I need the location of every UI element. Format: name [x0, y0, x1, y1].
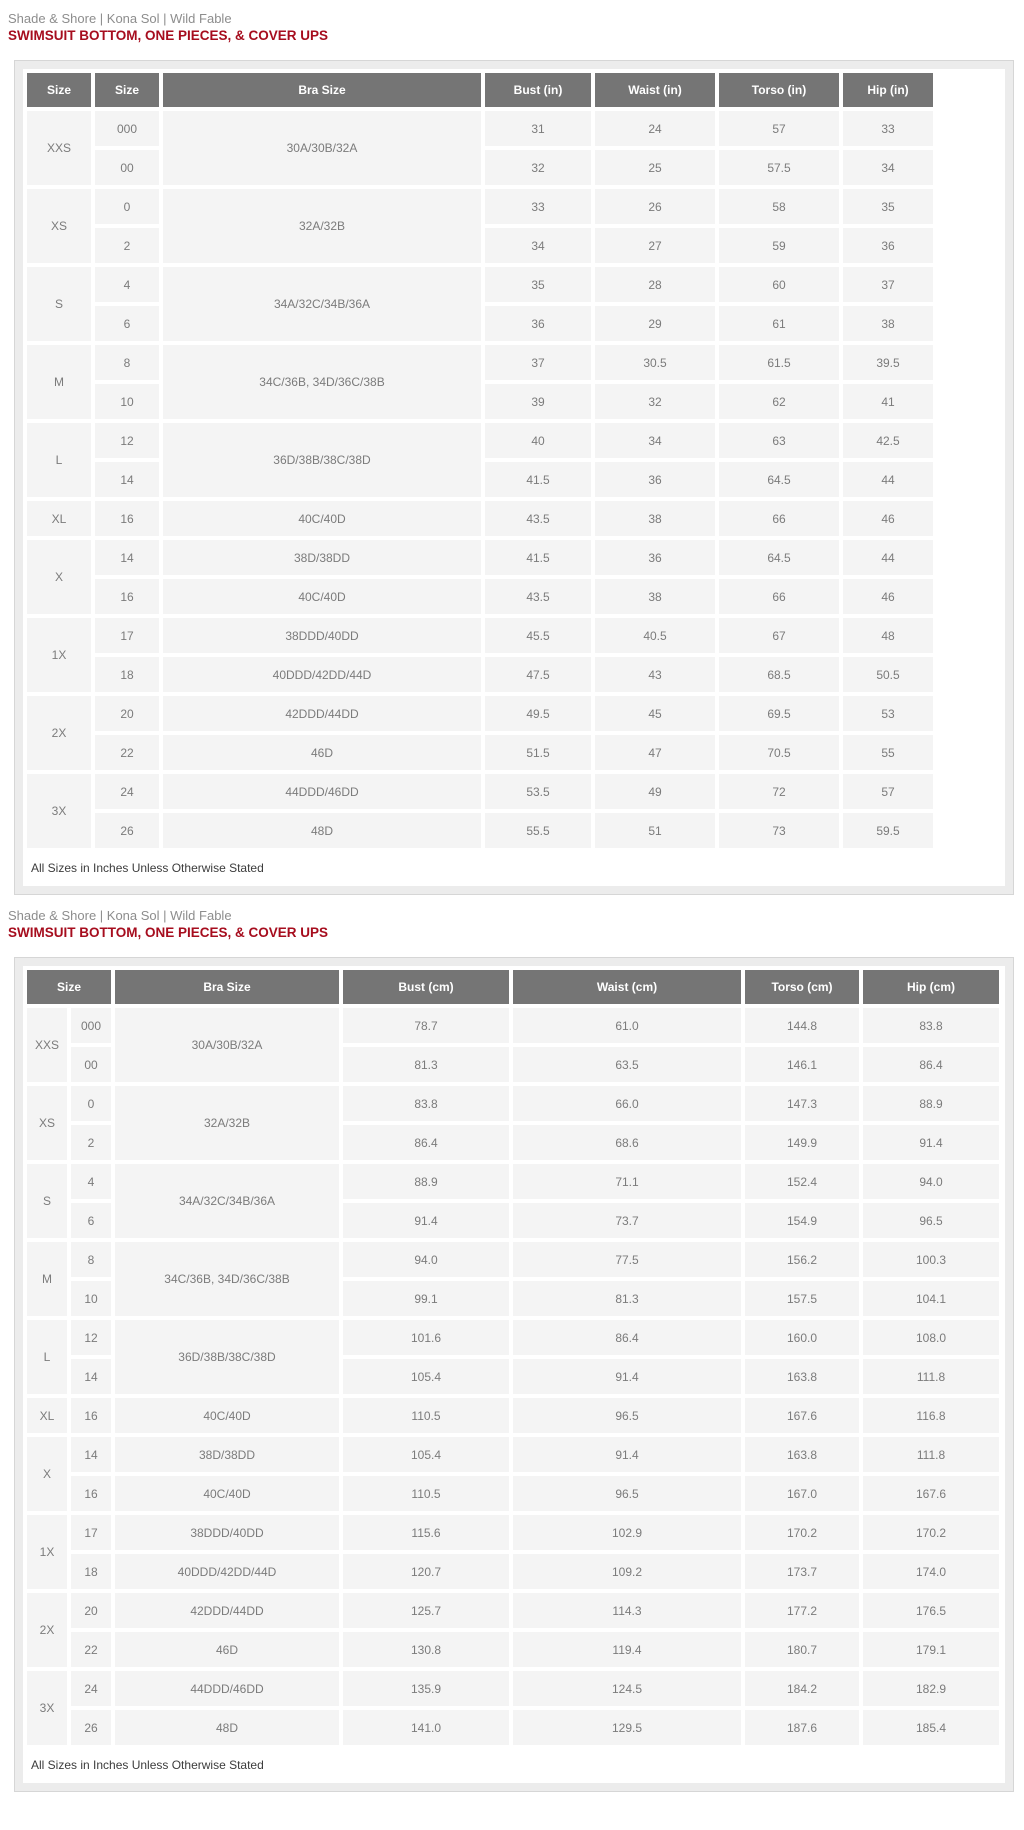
column-header: Size — [27, 970, 111, 1004]
measurement-cell: 35 — [843, 189, 933, 224]
size-group-cell: X — [27, 1437, 67, 1511]
column-header: Bust (cm) — [343, 970, 509, 1004]
chart-title: SWIMSUIT BOTTOM, ONE PIECES, & COVER UPS — [8, 925, 329, 941]
measurement-cell: 180.7 — [745, 1632, 859, 1667]
size-number-cell: 8 — [95, 345, 159, 380]
measurement-cell: 57 — [843, 774, 933, 809]
bra-size-cell: 34C/36B, 34D/36C/38B — [163, 345, 481, 419]
measurement-cell: 96.5 — [863, 1203, 999, 1238]
measurement-cell: 57.5 — [719, 150, 839, 185]
table-row — [27, 267, 933, 302]
size-number-cell: 14 — [95, 462, 159, 497]
bra-size-cell: 40C/40D — [163, 501, 481, 536]
measurement-cell: 35 — [485, 267, 591, 302]
measurement-cell: 110.5 — [343, 1476, 509, 1511]
bra-size-cell: 34A/32C/34B/36A — [115, 1164, 339, 1238]
size-group-cell: 3X — [27, 1671, 67, 1745]
measurement-cell: 182.9 — [863, 1671, 999, 1706]
bra-size-cell: 46D — [163, 735, 481, 770]
size-group-cell: M — [27, 345, 91, 419]
section-header — [8, 909, 1024, 941]
column-header: Bra Size — [163, 73, 481, 107]
measurement-cell: 61.0 — [513, 1008, 741, 1043]
measurement-cell: 73 — [719, 813, 839, 848]
size-group-cell: S — [27, 267, 91, 341]
column-header: Size — [27, 73, 91, 107]
size-number-cell: 14 — [71, 1437, 111, 1472]
size-chart-section-inches — [0, 12, 1024, 895]
bra-size-cell: 44DDD/46DD — [163, 774, 481, 809]
bra-size-cell: 40DDD/42DD/44D — [115, 1554, 339, 1589]
size-group-cell: X — [27, 540, 91, 614]
measurement-cell: 109.2 — [513, 1554, 741, 1589]
size-group-cell: L — [27, 1320, 67, 1394]
table-row — [27, 579, 933, 614]
table-row — [27, 813, 933, 848]
size-number-cell: 20 — [95, 696, 159, 731]
bra-size-cell: 36D/38B/38C/38D — [163, 423, 481, 497]
measurement-cell: 68.5 — [719, 657, 839, 692]
size-number-cell: 17 — [71, 1515, 111, 1550]
size-number-cell: 4 — [95, 267, 159, 302]
table-row — [27, 1242, 999, 1277]
bra-size-cell: 38DDD/40DD — [115, 1515, 339, 1550]
measurement-cell: 129.5 — [513, 1710, 741, 1745]
measurement-cell: 40 — [485, 423, 591, 458]
size-number-cell: 6 — [95, 306, 159, 341]
table-row — [27, 618, 933, 653]
measurement-cell: 174.0 — [863, 1554, 999, 1589]
size-table-cm — [23, 966, 1003, 1749]
table-row — [27, 1164, 999, 1199]
measurement-cell: 41.5 — [485, 462, 591, 497]
footer-note: All Sizes in Inches Unless Otherwise Stated — [23, 1749, 1005, 1783]
measurement-cell: 86.4 — [513, 1320, 741, 1355]
size-number-cell: 24 — [95, 774, 159, 809]
measurement-cell: 160.0 — [745, 1320, 859, 1355]
size-number-cell: 8 — [71, 1242, 111, 1277]
measurement-cell: 66 — [719, 579, 839, 614]
measurement-cell: 64.5 — [719, 540, 839, 575]
measurement-cell: 58 — [719, 189, 839, 224]
measurement-cell: 124.5 — [513, 1671, 741, 1706]
table-row — [27, 1593, 999, 1628]
measurement-cell: 38 — [595, 579, 715, 614]
chart-panel-inches — [14, 60, 1014, 895]
size-number-cell: 10 — [95, 384, 159, 419]
measurement-cell: 42.5 — [843, 423, 933, 458]
size-number-cell: 22 — [71, 1632, 111, 1667]
table-row — [27, 423, 933, 458]
measurement-cell: 157.5 — [745, 1281, 859, 1316]
measurement-cell: 102.9 — [513, 1515, 741, 1550]
measurement-cell: 39.5 — [843, 345, 933, 380]
measurement-cell: 36 — [595, 462, 715, 497]
measurement-cell: 38 — [843, 306, 933, 341]
measurement-cell: 96.5 — [513, 1476, 741, 1511]
measurement-cell: 55 — [843, 735, 933, 770]
bra-size-cell: 32A/32B — [163, 189, 481, 263]
size-number-cell: 22 — [95, 735, 159, 770]
measurement-cell: 46 — [843, 501, 933, 536]
size-number-cell: 20 — [71, 1593, 111, 1628]
measurement-cell: 59.5 — [843, 813, 933, 848]
measurement-cell: 101.6 — [343, 1320, 509, 1355]
measurement-cell: 62 — [719, 384, 839, 419]
measurement-cell: 71.1 — [513, 1164, 741, 1199]
measurement-cell: 83.8 — [343, 1086, 509, 1121]
size-number-cell: 4 — [71, 1164, 111, 1199]
column-header: Torso (cm) — [745, 970, 859, 1004]
measurement-cell: 77.5 — [513, 1242, 741, 1277]
bra-size-cell: 40DDD/42DD/44D — [163, 657, 481, 692]
size-number-cell: 16 — [71, 1398, 111, 1433]
chart-title: SWIMSUIT BOTTOM, ONE PIECES, & COVER UPS — [8, 27, 329, 43]
measurement-cell: 51.5 — [485, 735, 591, 770]
measurement-cell: 32 — [485, 150, 591, 185]
size-number-cell: 18 — [71, 1554, 111, 1589]
measurement-cell: 179.1 — [863, 1632, 999, 1667]
measurement-cell: 47.5 — [485, 657, 591, 692]
bra-size-cell: 38DDD/40DD — [163, 618, 481, 653]
measurement-cell: 146.1 — [745, 1047, 859, 1082]
size-number-cell: 17 — [95, 618, 159, 653]
table-row — [27, 1008, 999, 1043]
measurement-cell: 66 — [719, 501, 839, 536]
column-header: Hip (in) — [843, 73, 933, 107]
size-number-cell: 16 — [95, 501, 159, 536]
measurement-cell: 34 — [595, 423, 715, 458]
measurement-cell: 167.6 — [745, 1398, 859, 1433]
bra-size-cell: 34A/32C/34B/36A — [163, 267, 481, 341]
table-row — [27, 1476, 999, 1511]
measurement-cell: 152.4 — [745, 1164, 859, 1199]
measurement-cell: 43.5 — [485, 579, 591, 614]
measurement-cell: 53 — [843, 696, 933, 731]
size-group-cell: XS — [27, 1086, 67, 1160]
measurement-cell: 94.0 — [863, 1164, 999, 1199]
measurement-cell: 111.8 — [863, 1359, 999, 1394]
measurement-cell: 41 — [843, 384, 933, 419]
measurement-cell: 149.9 — [745, 1125, 859, 1160]
measurement-cell: 44 — [843, 540, 933, 575]
measurement-cell: 63.5 — [513, 1047, 741, 1082]
table-row — [27, 345, 933, 380]
bra-size-cell: 30A/30B/32A — [115, 1008, 339, 1082]
measurement-cell: 61.5 — [719, 345, 839, 380]
measurement-cell: 111.8 — [863, 1437, 999, 1472]
bra-size-cell: 46D — [115, 1632, 339, 1667]
measurement-cell: 135.9 — [343, 1671, 509, 1706]
measurement-cell: 88.9 — [343, 1164, 509, 1199]
measurement-cell: 51 — [595, 813, 715, 848]
measurement-cell: 64.5 — [719, 462, 839, 497]
table-row — [27, 696, 933, 731]
measurement-cell: 156.2 — [745, 1242, 859, 1277]
measurement-cell: 48 — [843, 618, 933, 653]
measurement-cell: 176.5 — [863, 1593, 999, 1628]
measurement-cell: 43 — [595, 657, 715, 692]
measurement-cell: 45.5 — [485, 618, 591, 653]
chart-panel-cm — [14, 957, 1014, 1792]
measurement-cell: 36 — [485, 306, 591, 341]
measurement-cell: 63 — [719, 423, 839, 458]
measurement-cell: 86.4 — [863, 1047, 999, 1082]
measurement-cell: 130.8 — [343, 1632, 509, 1667]
measurement-cell: 57 — [719, 111, 839, 146]
measurement-cell: 68.6 — [513, 1125, 741, 1160]
measurement-cell: 45 — [595, 696, 715, 731]
measurement-cell: 38 — [595, 501, 715, 536]
brand-breadcrumb: Shade & Shore | Kona Sol | Wild Fable — [8, 908, 232, 924]
measurement-cell: 100.3 — [863, 1242, 999, 1277]
measurement-cell: 91.4 — [863, 1125, 999, 1160]
size-number-cell: 000 — [71, 1008, 111, 1043]
size-group-cell: 2X — [27, 696, 91, 770]
measurement-cell: 81.3 — [513, 1281, 741, 1316]
measurement-cell: 36 — [595, 540, 715, 575]
measurement-cell: 86.4 — [343, 1125, 509, 1160]
size-group-cell: XL — [27, 1398, 67, 1433]
measurement-cell: 73.7 — [513, 1203, 741, 1238]
measurement-cell: 26 — [595, 189, 715, 224]
measurement-cell: 49 — [595, 774, 715, 809]
table-row — [27, 1632, 999, 1667]
size-group-cell: XXS — [27, 1008, 67, 1082]
measurement-cell: 94.0 — [343, 1242, 509, 1277]
measurement-cell: 29 — [595, 306, 715, 341]
measurement-cell: 33 — [843, 111, 933, 146]
measurement-cell: 154.9 — [745, 1203, 859, 1238]
measurement-cell: 184.2 — [745, 1671, 859, 1706]
table-row — [27, 735, 933, 770]
measurement-cell: 147.3 — [745, 1086, 859, 1121]
size-number-cell: 00 — [95, 150, 159, 185]
table-row — [27, 1437, 999, 1472]
measurement-cell: 25 — [595, 150, 715, 185]
section-header — [8, 12, 1024, 44]
size-number-cell: 000 — [95, 111, 159, 146]
size-number-cell: 2 — [95, 228, 159, 263]
size-table-inches — [23, 69, 937, 852]
bra-size-cell: 48D — [163, 813, 481, 848]
size-number-cell: 10 — [71, 1281, 111, 1316]
measurement-cell: 31 — [485, 111, 591, 146]
brand-breadcrumb: Shade & Shore | Kona Sol | Wild Fable — [8, 11, 232, 26]
measurement-cell: 141.0 — [343, 1710, 509, 1745]
measurement-cell: 187.6 — [745, 1710, 859, 1745]
size-number-cell: 26 — [71, 1710, 111, 1745]
measurement-cell: 41.5 — [485, 540, 591, 575]
measurement-cell: 163.8 — [745, 1437, 859, 1472]
measurement-cell: 28 — [595, 267, 715, 302]
size-group-cell: XL — [27, 501, 91, 536]
bra-size-cell: 40C/40D — [163, 579, 481, 614]
measurement-cell: 36 — [843, 228, 933, 263]
bra-size-cell: 42DDD/44DD — [115, 1593, 339, 1628]
column-header: Torso (in) — [719, 73, 839, 107]
size-number-cell: 2 — [71, 1125, 111, 1160]
table-row — [27, 657, 933, 692]
size-number-cell: 16 — [95, 579, 159, 614]
measurement-cell: 34 — [843, 150, 933, 185]
size-number-cell: 18 — [95, 657, 159, 692]
size-number-cell: 12 — [71, 1320, 111, 1355]
size-number-cell: 0 — [95, 189, 159, 224]
column-header: Waist (cm) — [513, 970, 741, 1004]
measurement-cell: 116.8 — [863, 1398, 999, 1433]
measurement-cell: 173.7 — [745, 1554, 859, 1589]
measurement-cell: 167.0 — [745, 1476, 859, 1511]
measurement-cell: 24 — [595, 111, 715, 146]
bra-size-cell: 38D/38DD — [163, 540, 481, 575]
measurement-cell: 46 — [843, 579, 933, 614]
table-row — [27, 1710, 999, 1745]
column-header: Waist (in) — [595, 73, 715, 107]
size-number-cell: 26 — [95, 813, 159, 848]
measurement-cell: 32 — [595, 384, 715, 419]
footer-note: All Sizes in Inches Unless Otherwise Stated — [23, 852, 1005, 886]
bra-size-cell: 34C/36B, 34D/36C/38B — [115, 1242, 339, 1316]
bra-size-cell: 40C/40D — [115, 1476, 339, 1511]
measurement-cell: 170.2 — [863, 1515, 999, 1550]
bra-size-cell: 36D/38B/38C/38D — [115, 1320, 339, 1394]
measurement-cell: 144.8 — [745, 1008, 859, 1043]
measurement-cell: 125.7 — [343, 1593, 509, 1628]
column-header: Bra Size — [115, 970, 339, 1004]
size-group-cell: 1X — [27, 1515, 67, 1589]
measurement-cell: 163.8 — [745, 1359, 859, 1394]
measurement-cell: 96.5 — [513, 1398, 741, 1433]
measurement-cell: 91.4 — [343, 1203, 509, 1238]
size-number-cell: 00 — [71, 1047, 111, 1082]
measurement-cell: 55.5 — [485, 813, 591, 848]
measurement-cell: 119.4 — [513, 1632, 741, 1667]
measurement-cell: 91.4 — [513, 1437, 741, 1472]
measurement-cell: 60 — [719, 267, 839, 302]
column-header: Hip (cm) — [863, 970, 999, 1004]
measurement-cell: 69.5 — [719, 696, 839, 731]
measurement-cell: 40.5 — [595, 618, 715, 653]
measurement-cell: 61 — [719, 306, 839, 341]
measurement-cell: 49.5 — [485, 696, 591, 731]
size-group-cell: XS — [27, 189, 91, 263]
measurement-cell: 167.6 — [863, 1476, 999, 1511]
size-group-cell: 2X — [27, 1593, 67, 1667]
measurement-cell: 70.5 — [719, 735, 839, 770]
column-header: Size — [95, 73, 159, 107]
table-row — [27, 1554, 999, 1589]
measurement-cell: 39 — [485, 384, 591, 419]
size-group-cell: L — [27, 423, 91, 497]
measurement-cell: 78.7 — [343, 1008, 509, 1043]
measurement-cell: 104.1 — [863, 1281, 999, 1316]
size-number-cell: 0 — [71, 1086, 111, 1121]
measurement-cell: 115.6 — [343, 1515, 509, 1550]
measurement-cell: 120.7 — [343, 1554, 509, 1589]
measurement-cell: 105.4 — [343, 1359, 509, 1394]
measurement-cell: 43.5 — [485, 501, 591, 536]
bra-size-cell: 44DDD/46DD — [115, 1671, 339, 1706]
size-number-cell: 16 — [71, 1476, 111, 1511]
table-row — [27, 189, 933, 224]
measurement-cell: 170.2 — [745, 1515, 859, 1550]
measurement-cell: 83.8 — [863, 1008, 999, 1043]
measurement-cell: 108.0 — [863, 1320, 999, 1355]
table-row — [27, 774, 933, 809]
measurement-cell: 105.4 — [343, 1437, 509, 1472]
size-number-cell: 6 — [71, 1203, 111, 1238]
measurement-cell: 99.1 — [343, 1281, 509, 1316]
measurement-cell: 67 — [719, 618, 839, 653]
measurement-cell: 27 — [595, 228, 715, 263]
measurement-cell: 110.5 — [343, 1398, 509, 1433]
measurement-cell: 50.5 — [843, 657, 933, 692]
size-number-cell: 12 — [95, 423, 159, 458]
measurement-cell: 91.4 — [513, 1359, 741, 1394]
bra-size-cell: 38D/38DD — [115, 1437, 339, 1472]
size-group-cell: M — [27, 1242, 67, 1316]
measurement-cell: 37 — [843, 267, 933, 302]
column-header: Bust (in) — [485, 73, 591, 107]
size-number-cell: 14 — [71, 1359, 111, 1394]
table-row — [27, 1398, 999, 1433]
measurement-cell: 66.0 — [513, 1086, 741, 1121]
measurement-cell: 114.3 — [513, 1593, 741, 1628]
measurement-cell: 59 — [719, 228, 839, 263]
measurement-cell: 33 — [485, 189, 591, 224]
measurement-cell: 30.5 — [595, 345, 715, 380]
measurement-cell: 44 — [843, 462, 933, 497]
bra-size-cell: 48D — [115, 1710, 339, 1745]
table-row — [27, 1320, 999, 1355]
size-group-cell: XXS — [27, 111, 91, 185]
size-number-cell: 14 — [95, 540, 159, 575]
measurement-cell: 81.3 — [343, 1047, 509, 1082]
size-chart-section-cm — [0, 909, 1024, 1792]
bra-size-cell: 30A/30B/32A — [163, 111, 481, 185]
bra-size-cell: 40C/40D — [115, 1398, 339, 1433]
measurement-cell: 47 — [595, 735, 715, 770]
measurement-cell: 37 — [485, 345, 591, 380]
bra-size-cell: 42DDD/44DD — [163, 696, 481, 731]
table-row — [27, 540, 933, 575]
table-row — [27, 111, 933, 146]
measurement-cell: 185.4 — [863, 1710, 999, 1745]
measurement-cell: 53.5 — [485, 774, 591, 809]
table-row — [27, 1671, 999, 1706]
measurement-cell: 177.2 — [745, 1593, 859, 1628]
table-row — [27, 1086, 999, 1121]
measurement-cell: 88.9 — [863, 1086, 999, 1121]
size-number-cell: 24 — [71, 1671, 111, 1706]
measurement-cell: 72 — [719, 774, 839, 809]
measurement-cell: 34 — [485, 228, 591, 263]
table-row — [27, 1515, 999, 1550]
size-group-cell: S — [27, 1164, 67, 1238]
bra-size-cell: 32A/32B — [115, 1086, 339, 1160]
size-group-cell: 3X — [27, 774, 91, 848]
table-row — [27, 501, 933, 536]
size-group-cell: 1X — [27, 618, 91, 692]
